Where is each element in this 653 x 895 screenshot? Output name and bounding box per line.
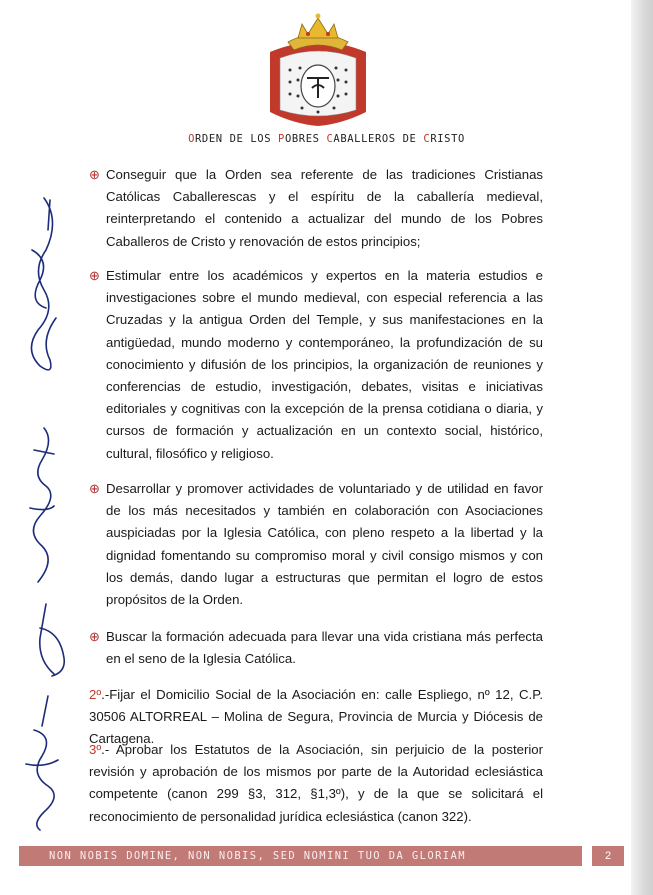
margin-signature-1 [10, 190, 72, 380]
order-title-part: C [423, 133, 431, 145]
footer-motto-bar [19, 846, 582, 866]
objective-text: Conseguir que la Orden sea referente de las tradiciones Cristianas Católicas Caballerescas y el espíritu de la caballería medieval, reinterpretando el contenido a actualizar del mundo de los Pobres Caballeros de Cristo y renovación de estos principios; [106, 167, 543, 249]
objective-item [89, 164, 543, 253]
page-number: 2 [592, 846, 624, 866]
order-title-part: OBRES [284, 133, 327, 145]
order-title-part: ABALLEROS DE [333, 133, 424, 145]
coat-of-arms-icon [262, 12, 374, 128]
resolution-number: 2º [89, 687, 102, 702]
objective-item [89, 626, 543, 670]
objective-item [89, 265, 543, 465]
order-title-part: C [326, 133, 334, 145]
margin-signature-4 [14, 690, 76, 835]
resolution-number: 3º [89, 742, 102, 757]
margin-signature-2 [14, 420, 66, 590]
margin-signature-3 [30, 598, 72, 682]
circled-cross-bullet-icon: ⊕ [89, 481, 100, 496]
resolution-text: .- Aprobar los Estatutos de la Asociación, sin perjuicio de la posterior revisión y aprobación de los mismos por parte de la Autoridad eclesiástica competente (canon 299 §3, 312, §1,3º), y de la que se solicitará el reconocimiento de personalidad jurídica eclesiástica (canon 322). [89, 742, 543, 824]
circled-cross-bullet-icon: ⊕ [89, 268, 100, 283]
footer-motto: NON NOBIS DOMINE, NON NOBIS, SED NOMINI TUO DA GLORIAM [49, 850, 466, 862]
objective-item [89, 478, 543, 611]
order-title-part: O [188, 133, 195, 145]
objective-text: Estimular entre los académicos y expertos en la materia estudios e investigaciones sobre el mundo medieval, con especial referencia a las Cruzadas y la antigua Orden del Temple, y sus manifestaciones en la antigüedad, mundo moderno y contemporáneo, la profundización de su conocimiento y difusión de los principios, la organización de reuniones y conferencias de estudio, investigación, debates, visitas e iniciativas editoriales y cognitivas con la excepción de la prensa cotidiana o diaria, y cursos de formación y actualización en un contexto social, histórico, cultural, filosófico y religioso. [106, 268, 543, 461]
order-title-part: P [278, 133, 285, 145]
objective-text: Buscar la formación adecuada para llevar una vida cristiana más perfecta en el seno de la Iglesia Católica. [106, 629, 543, 667]
circled-cross-bullet-icon: ⊕ [89, 629, 100, 644]
circled-cross-bullet-icon: ⊕ [89, 167, 100, 182]
order-title [0, 133, 653, 145]
objective-text: Desarrollar y promover actividades de voluntariado y de utilidad en favor de los más necesitados y también en colaboración con Asociaciones auspiciadas por la Iglesia Católica, con pleno respeto a la libertad y la dignidad fomentando su compromiso moral y civil consigo mismos y con los demás, dando lugar a estructuras que permitan el logro de estos propósitos de la Orden. [106, 481, 543, 608]
order-title-part: RDEN DE LOS [194, 133, 279, 145]
resolution-text: .-Fijar el Domicilio Social de la Asociación en: calle Espliego, nº 12, C.P. 30506 ALTORREAL – Molina de Segura, Provincia de Murcia y Diócesis de Cartagena. [89, 687, 543, 747]
resolution-paragraph [89, 739, 543, 828]
order-title-part: RISTO [430, 133, 465, 145]
